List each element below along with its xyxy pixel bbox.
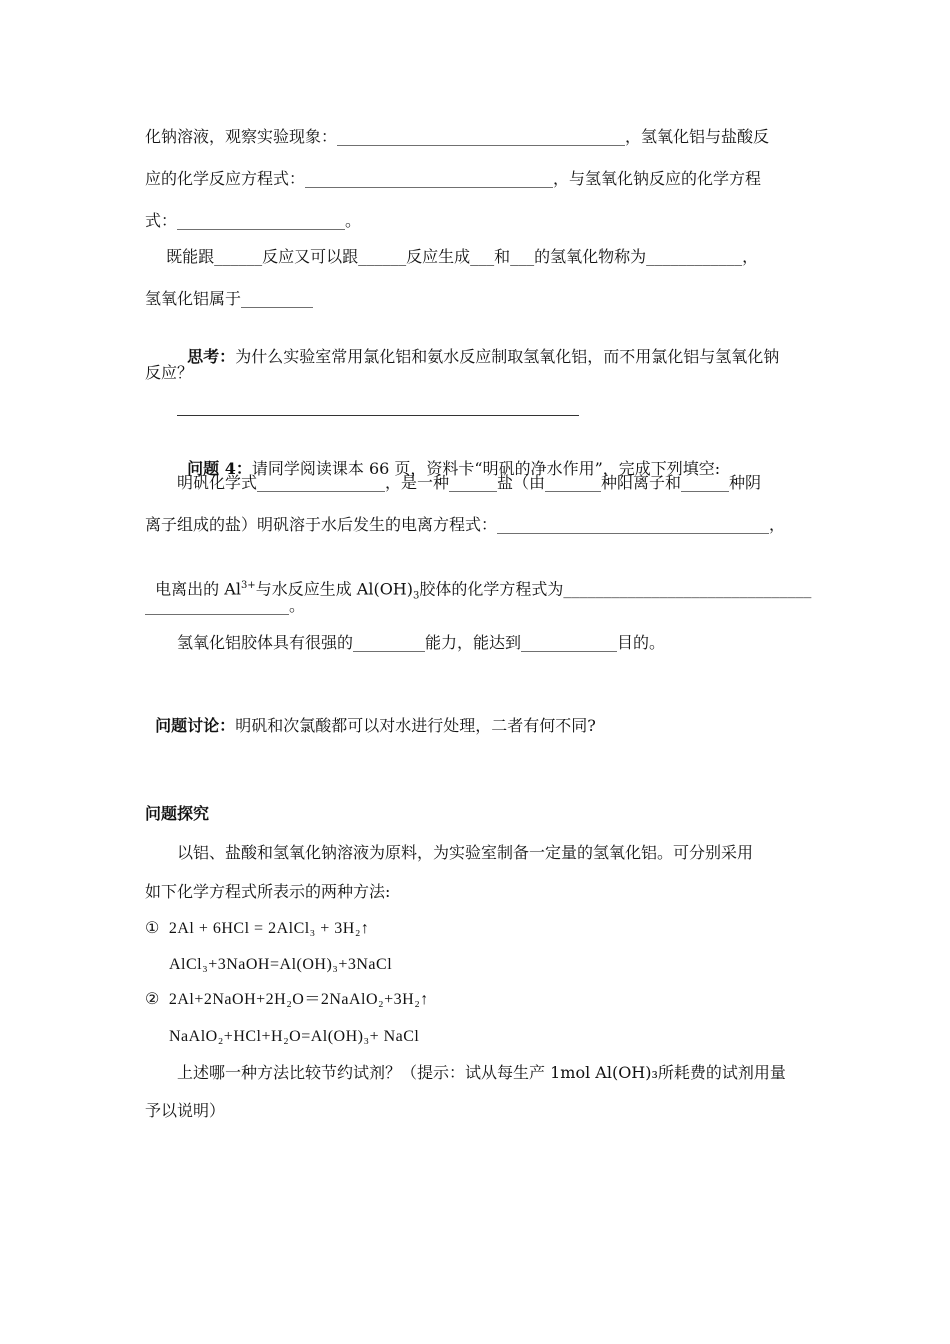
question-4-label: 问题 4： <box>187 459 252 478</box>
text-line: 化钠溶液，观察实验现象：____________________________________，氢氧化铝与盐酸反 <box>145 127 770 146</box>
text-line: 予以说明） <box>145 1101 226 1120</box>
discussion-text: 明矾和次氯酸都可以对水进行处理，二者有何不同? <box>235 716 596 735</box>
equation: AlCl₃+3NaOH=Al(OH)₃+3NaCl <box>169 956 393 973</box>
text-line: 氢氧化铝胶体具有很强的_________能力，能达到____________目的。 <box>177 633 666 652</box>
think-paragraph <box>177 324 779 368</box>
text-line: 离子组成的盐）明矾溶于水后发生的电离方程式：__________________________________， <box>145 515 786 534</box>
text-line: 应的化学反应方程式：_______________________________，与氢氧化钠反应的化学方程 <box>145 169 762 188</box>
text-line: 明矾化学式________________，是一种______盐（由_______种阳离子和______种阴 <box>177 473 762 492</box>
text-line: 反应？ <box>145 363 194 382</box>
think-label: 思考： <box>187 347 236 366</box>
discussion-label: 问题讨论： <box>155 716 236 735</box>
equation: ② 2Al+2NaOH+2H₂O＝2NaAlO₂+3H₂↑ <box>145 991 429 1008</box>
text-line: __________________。 <box>145 596 306 615</box>
equation: NaAlO₂+HCl+H₂O=Al(OH)₃+ NaCl <box>169 1028 420 1045</box>
answer-rule <box>177 415 579 416</box>
text-line: 式：_____________________。 <box>145 211 362 230</box>
text-line: 上述哪一种方法比较节约试剂？（提示：试从每生产 1mol Al(OH)₃所耗费的试剂用量 <box>177 1063 786 1082</box>
text-line: 氢氧化铝属于_________ <box>145 289 314 308</box>
question-4-text: 请同学阅读课本 66 页，资料卡“明矾的净水作用”，完成下列填空: <box>251 459 721 478</box>
text-line: 既能跟______反应又可以跟______反应生成___和___的氢氧化物称为____________， <box>145 247 759 266</box>
text-line: 如下化学方程式所表示的两种方法: <box>145 882 391 901</box>
think-text: 为什么实验室常用氯化铝和氨水反应制取氢氧化铝，而不用氯化铝与氢氧化钠 <box>235 347 780 366</box>
equation: ① 2Al + 6HCl = 2AlCl₃ + 3H₂↑ <box>145 920 370 937</box>
section-title: 问题探究 <box>145 804 210 823</box>
text-line: 电离出的 $Al^{3+}$与水反应生成 $Al(OH)_3$胶体的化学方程式为_______________________________ <box>155 579 812 602</box>
text-line: 以铝、盐酸和氢氧化钠溶液为原料，为实验室制备一定量的氢氧化铝。可分别采用 <box>177 843 754 862</box>
discussion-paragraph <box>145 693 596 737</box>
